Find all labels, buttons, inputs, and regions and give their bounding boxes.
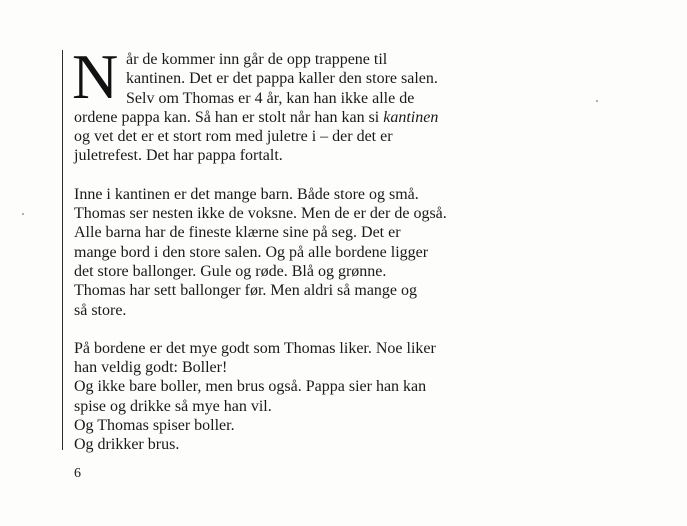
text-line: og vet det er et stort rom med juletre i – der det er <box>74 128 393 146</box>
text-line: han veldig godt: Boller! <box>74 359 228 377</box>
text-line: Inne i kantinen er det mange barn. Både store og små. <box>74 185 419 203</box>
paper-speck <box>596 100 598 102</box>
text-line: år de kommer inn går de opp trappene til <box>126 51 388 68</box>
text-line: Og drikker brus. <box>74 436 180 454</box>
paragraph-3 <box>74 339 494 455</box>
text-line: det store ballonger. Gule og røde. Blå og grønne. <box>74 262 387 280</box>
page-number: 6 <box>74 466 81 481</box>
text-line: mange bord i den store salen. Og på alle bordene ligger <box>74 243 429 261</box>
text-line: Alle barna har de fineste klærne sine på seg. Det er <box>74 224 401 242</box>
body-text <box>72 41 494 474</box>
text-span: ordene pappa kan. Så han er stolt når han kan si <box>74 108 380 126</box>
text-line: Og ikke bare boller, men brus også. Pappa sier han kan <box>74 378 427 396</box>
text-line: På bordene er det mye godt som Thomas liker. Noe liker <box>74 339 436 357</box>
text-line: så store. <box>74 301 127 319</box>
text-line: Thomas har sett ballonger før. Men aldri så mange og <box>74 282 418 300</box>
text-line: Thomas ser nesten ikke de voksne. Men de er der de også. <box>74 205 447 223</box>
text-line: Og Thomas spiser boller. <box>74 417 235 435</box>
text-line: spise og drikke så mye han vil. <box>74 397 272 415</box>
paper-speck <box>22 213 24 215</box>
paragraph-2 <box>74 185 494 320</box>
text-line: Selv om Thomas er 4 år, kan han ikke alle de <box>126 89 415 107</box>
text-line <box>74 108 494 127</box>
italic-word: kantinen <box>383 108 439 126</box>
text-line: kantinen. Det er det pappa kaller den store salen. <box>126 70 438 88</box>
text-line: juletrefest. Det har pappa fortalt. <box>74 147 283 165</box>
margin-rule <box>62 50 63 450</box>
paragraph-1 <box>72 41 494 166</box>
drop-cap: N <box>72 41 119 112</box>
